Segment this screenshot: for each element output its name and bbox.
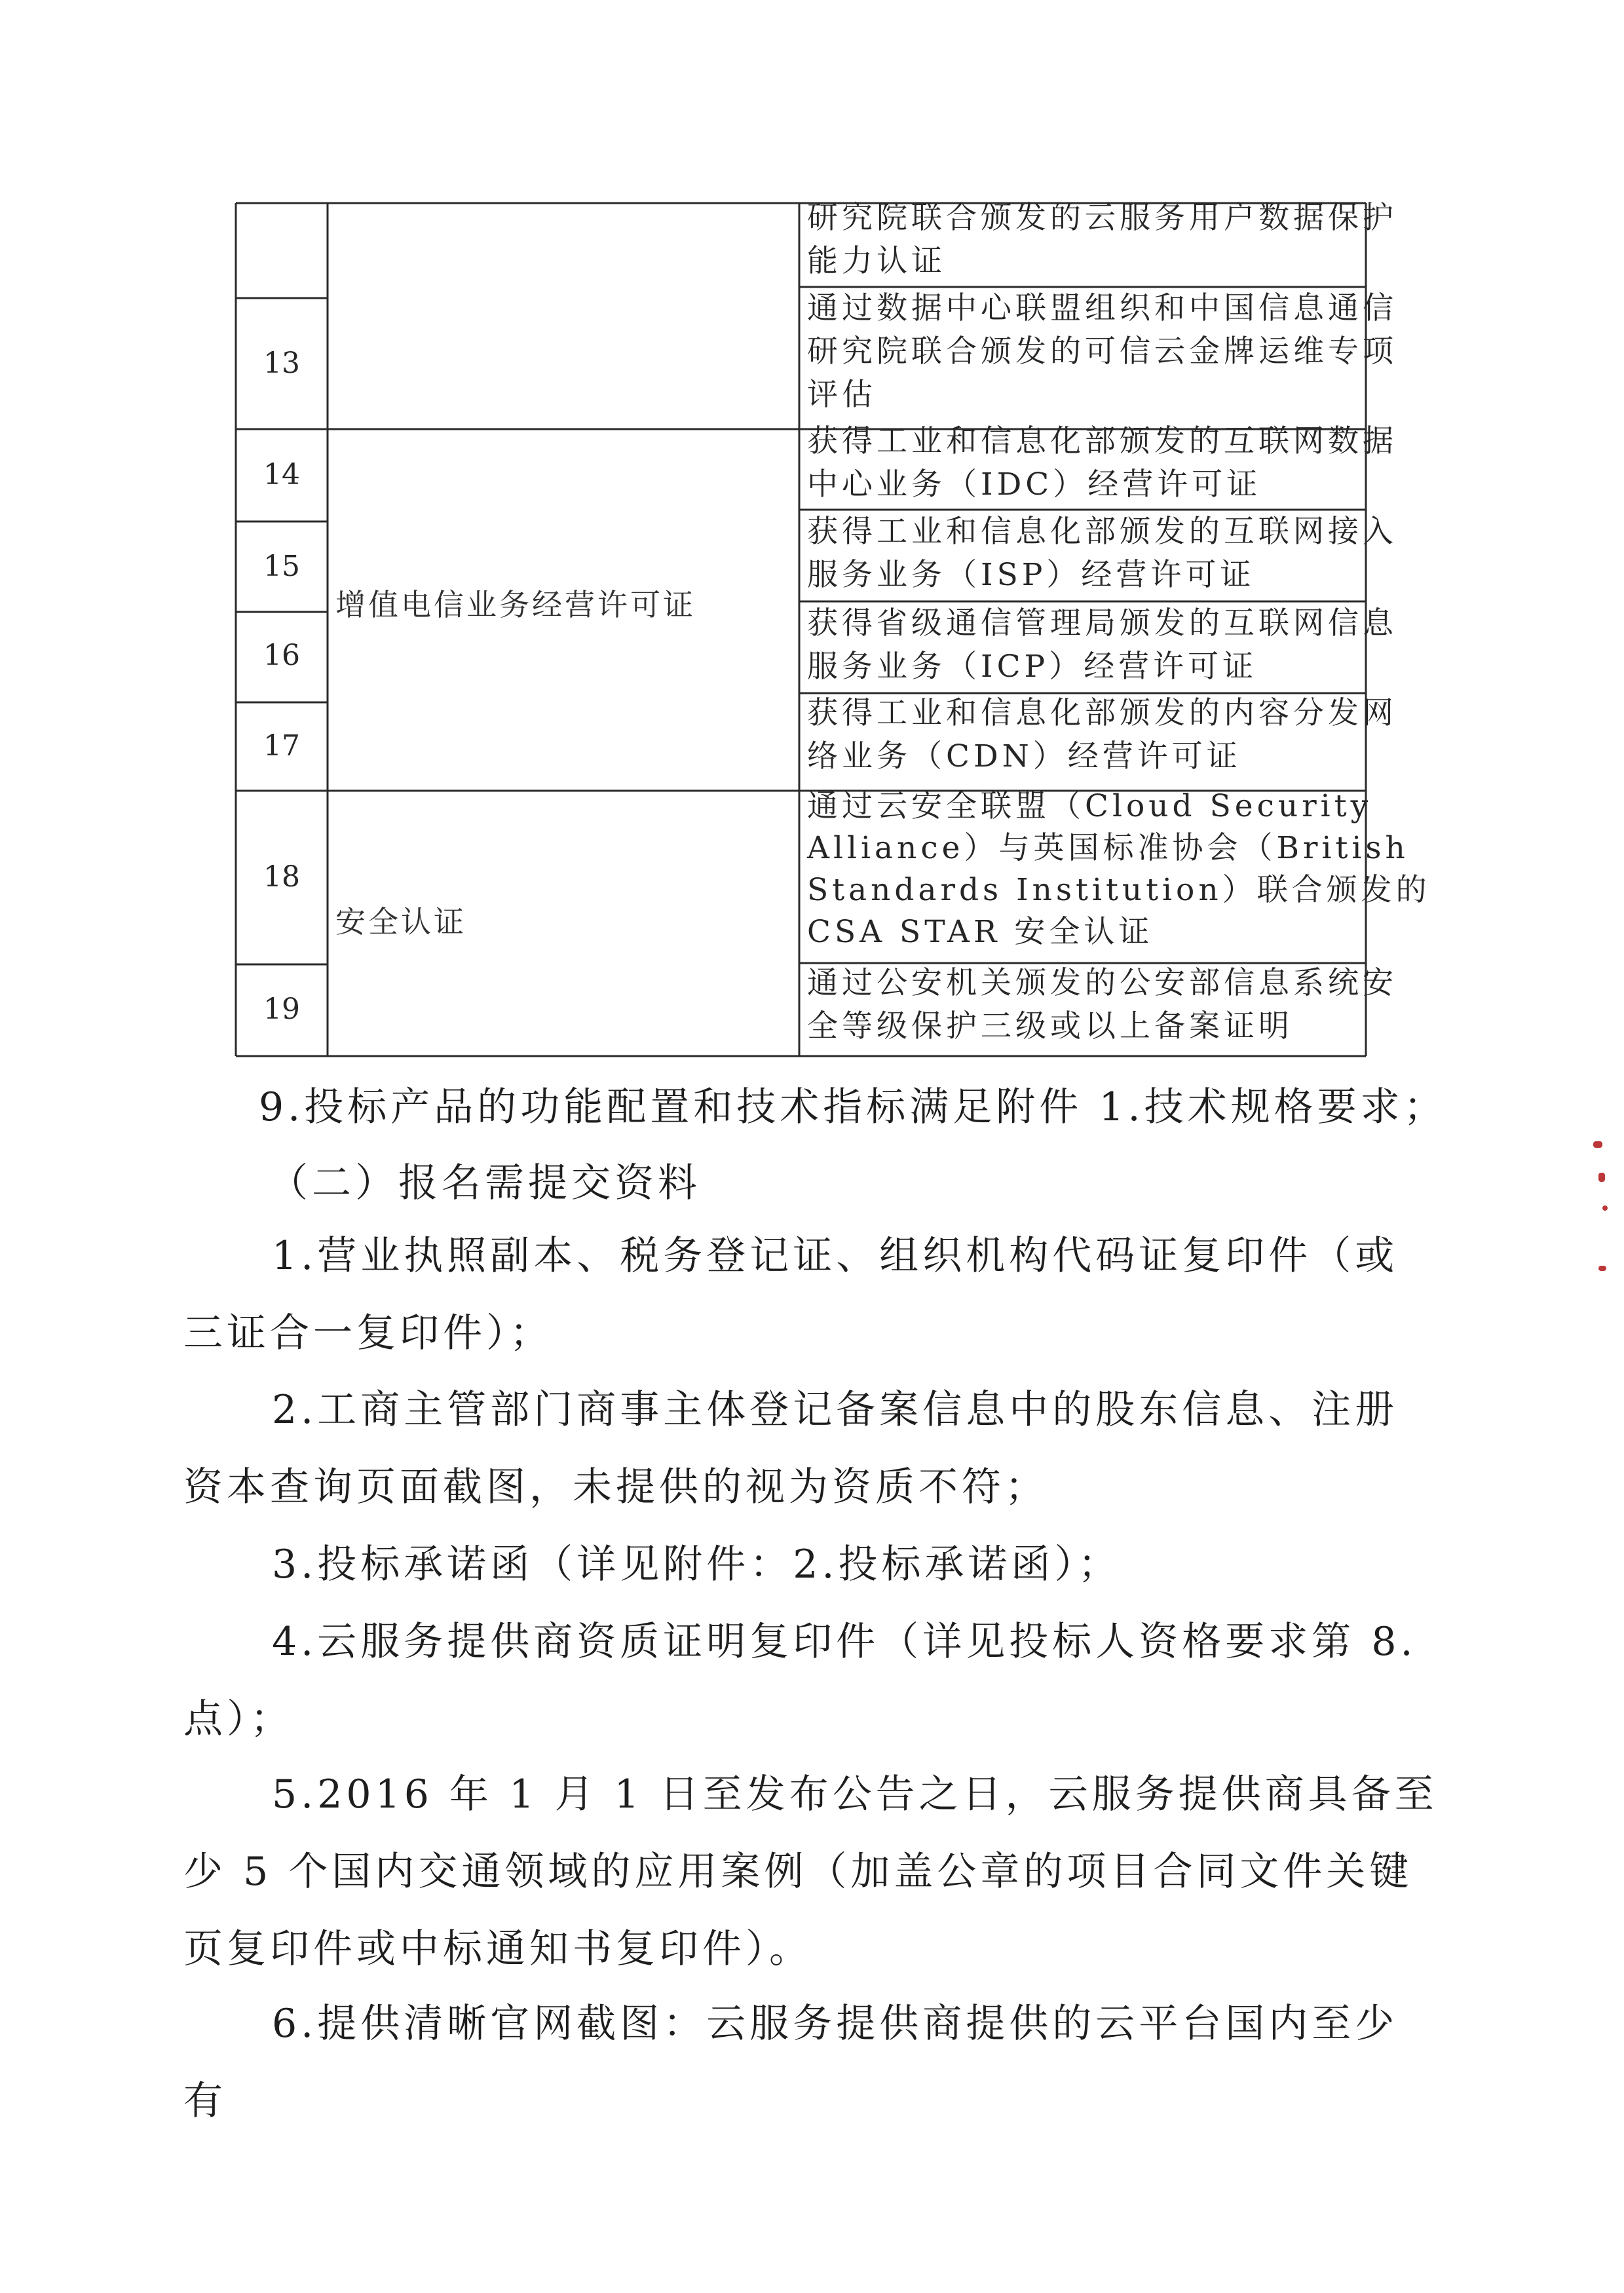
row-number: 18 [263,860,300,894]
table-cell-line: 服务业务（ISP）经营许可证 [807,557,1255,593]
paragraph-3 [183,1526,1441,1603]
table-cell-line: 获得省级通信管理局颁发的互联网信息 [807,605,1397,641]
seal-edge-mark [1598,1173,1605,1182]
paragraph-4 [183,1603,1441,1758]
table-cell-line: Alliance）与英国标准协会（British [807,830,1409,866]
row-number: 13 [263,347,300,380]
paragraph-text: 6.提供清晰官网截图：云服务提供商提供的云平台国内至少有 [183,2001,1399,2124]
paragraph-1 [183,1217,1441,1372]
paragraph-text: 4.云服务提供商资质证明复印件（详见投标人资格要求第 8.点）； [183,1619,1417,1742]
table-cell-line: 能力认证 [807,243,946,279]
table-cell-line: 研究院联合颁发的云服务用户数据保护 [807,200,1397,236]
paragraph-text: 2.工商主管部门商事主体登记备案信息中的股东信息、注册资本查询页面截图，未提供的视为资质不符； [183,1387,1399,1510]
paragraph-text: 5.2016 年 1 月 1 日至发布公告之日，云服务提供商具备至少 5 个国内交通领域的应用案例（加盖公章的项目合同文件关键页复印件或中标通知书复印件）。 [183,1772,1438,1972]
category-telecom-license: 增值电信业务经营许可证 [335,587,696,622]
row-number: 17 [263,729,300,763]
seal-edge-mark [1598,1266,1606,1271]
table-cell-line: 通过云安全联盟（Cloud Security [807,788,1372,824]
row-number: 16 [263,639,300,672]
paragraph-text: 3.投标承诺函（详见附件：2.投标承诺函）； [272,1542,1122,1587]
category-security-cert: 安全认证 [335,904,466,939]
paragraph-5 [183,1756,1441,1988]
table-cell-line: 评估 [807,377,877,413]
row-number: 19 [263,993,300,1026]
table-cell-line: 获得工业和信息化部颁发的内容分发网 [807,695,1397,731]
seal-edge-mark [1602,1205,1608,1211]
table-cell-line: 全等级保护三级或以上备案证明 [807,1008,1293,1044]
item-9: 9.投标产品的功能配置和技术指标满足附件 1.技术规格要求； [259,1084,1447,1130]
paragraph-6 [183,1985,1441,2140]
table-cell-line: 通过数据中心联盟组织和中国信息通信 [807,290,1397,326]
table-cell-line: Standards Institution）联合颁发的 [807,872,1431,908]
table-cell-line: 中心业务（IDC）经营许可证 [807,466,1262,502]
table-cell-line: 获得工业和信息化部颁发的互联网接入 [807,514,1397,550]
table-cell-line: CSA STAR 安全认证 [807,914,1154,950]
paragraph-2 [183,1371,1441,1526]
seal-edge-mark [1593,1141,1602,1148]
table-cell-line: 获得工业和信息化部颁发的互联网数据 [807,423,1397,459]
row-number: 15 [263,550,300,583]
table-cell-line: 络业务（CDN）经营许可证 [807,738,1241,774]
table-cell-line: 服务业务（ICP）经营许可证 [807,649,1258,685]
section-title: （二）报名需提交资料 [269,1160,701,1206]
row-number: 14 [263,458,300,491]
table-cell-line: 通过公安机关颁发的公安部信息系统安 [807,965,1397,1001]
paragraph-text: 1.营业执照副本、税务登记证、组织机构代码证复印件（或三证合一复印件）； [183,1233,1399,1356]
table-cell-line: 研究院联合颁发的可信云金牌运维专项 [807,333,1397,370]
